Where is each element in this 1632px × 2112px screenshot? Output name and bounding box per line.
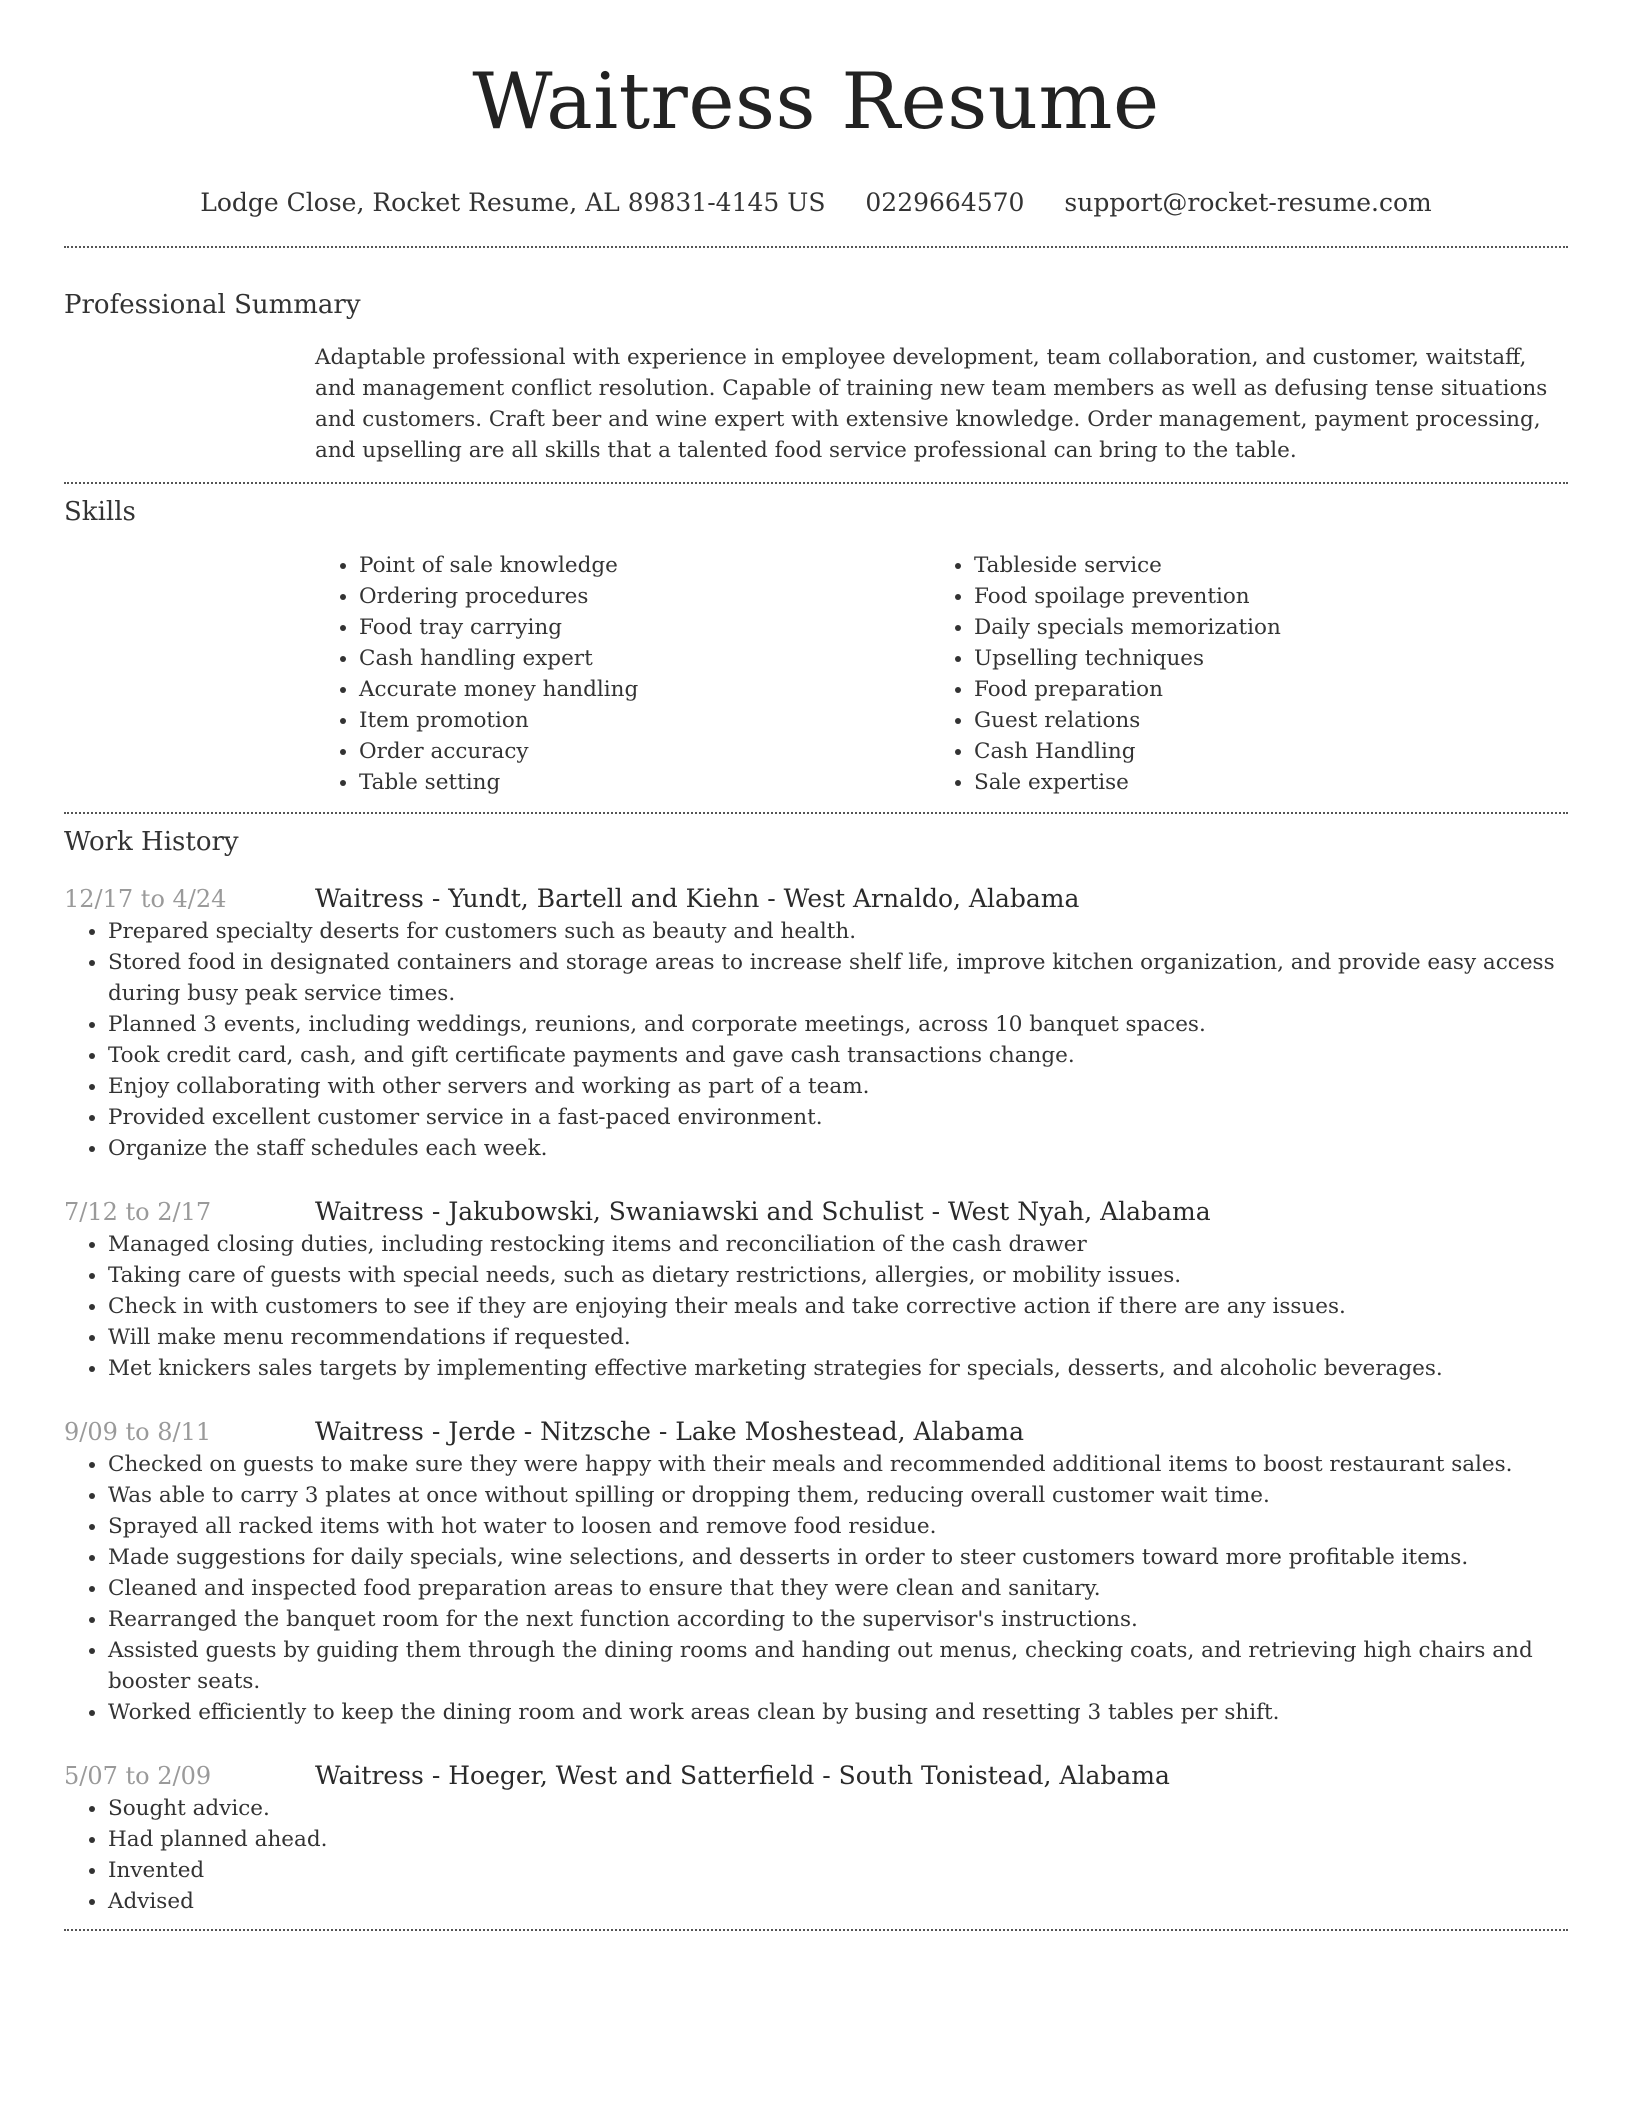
job-date: 5/07 to 2/09 <box>64 1762 212 1790</box>
skills-column-left <box>315 550 930 798</box>
work-history-section <box>64 824 1568 1917</box>
job-title: Waitress - Yundt, Bartell and Kiehn - West Arnaldo, Alabama <box>315 884 1080 913</box>
job-bullet: • Prepared specialty deserts for customers such as beauty and health. <box>108 916 1568 947</box>
job-bullet: • Stored food in designated containers and storage areas to increase shelf life, improve kitchen organization, and provide easy access during busy peak service times. <box>108 947 1568 1009</box>
contact-address: Lodge Close, Rocket Resume, AL 89831-4145 US <box>200 188 826 217</box>
skill-item: • Accurate money handling <box>359 674 930 705</box>
job-bullet-list <box>64 1229 1568 1384</box>
job-bullet: • Sprayed all racked items with hot water to loosen and remove food residue. <box>108 1511 1568 1542</box>
job-bullet: • Invented <box>108 1855 1568 1886</box>
job-title: Waitress - Jerde - Nitzsche - Lake Moshestead, Alabama <box>315 1417 1024 1446</box>
skill-item: • Cash Handling <box>974 736 1545 767</box>
job-bullet: • Checked on guests to make sure they were happy with their meals and recommended additional items to boost restaurant sales. <box>108 1449 1568 1480</box>
skill-item: • Guest relations <box>974 705 1545 736</box>
job-title: Waitress - Jakubowski, Swaniawski and Schulist - West Nyah, Alabama <box>315 1197 1211 1226</box>
work-history-heading: Work History <box>64 827 239 857</box>
skill-item: • Food preparation <box>974 674 1545 705</box>
job-date: 9/09 to 8/11 <box>64 1418 212 1446</box>
contact-phone: 0229664570 <box>865 188 1025 217</box>
summary-heading: Professional Summary <box>64 290 361 320</box>
job-title: Waitress - Hoeger, West and Satterfield - South Tonistead, Alabama <box>315 1761 1170 1790</box>
skill-item: • Tableside service <box>974 550 1545 581</box>
job-bullet: • Will make menu recommendations if requested. <box>108 1322 1568 1353</box>
skill-item: • Point of sale knowledge <box>359 550 930 581</box>
job-date: 12/17 to 4/24 <box>64 885 227 913</box>
divider <box>64 812 1568 814</box>
job-entry <box>64 1759 1568 1917</box>
job-bullet: • Was able to carry 3 plates at once without spilling or dropping them, reducing overall customer wait time. <box>108 1480 1568 1511</box>
resume-page <box>64 0 1568 1931</box>
resume-title: Waitress Resume <box>472 57 1160 147</box>
job-bullet: • Taking care of guests with special needs, such as dietary restrictions, allergies, or mobility issues. <box>108 1260 1568 1291</box>
contact-email[interactable]: support@rocket-resume.com <box>1064 188 1432 217</box>
summary-section <box>64 287 1568 466</box>
job-entry <box>64 1195 1568 1384</box>
skills-column-right <box>930 550 1545 798</box>
skill-item: • Cash handling expert <box>359 643 930 674</box>
divider <box>64 482 1568 484</box>
skills-section <box>64 494 1568 798</box>
job-bullet: • Provided excellent customer service in a fast-paced environment. <box>108 1102 1568 1133</box>
skills-list-left <box>315 550 930 798</box>
job-entry <box>64 882 1568 1164</box>
job-bullet-list <box>64 1793 1568 1917</box>
job-bullet: • Worked efficiently to keep the dining room and work areas clean by busing and resetting 3 tables per shift. <box>108 1697 1568 1728</box>
job-bullet: • Planned 3 events, including weddings, reunions, and corporate meetings, across 10 banquet spaces. <box>108 1009 1568 1040</box>
skill-item: • Sale expertise <box>974 767 1545 798</box>
job-bullet: • Enjoy collaborating with other servers and working as part of a team. <box>108 1071 1568 1102</box>
skill-item: • Food spoilage prevention <box>974 581 1545 612</box>
job-bullet: • Managed closing duties, including restocking items and reconciliation of the cash drawer <box>108 1229 1568 1260</box>
job-bullet: • Had planned ahead. <box>108 1824 1568 1855</box>
skill-item: • Food tray carrying <box>359 612 930 643</box>
job-bullet: • Made suggestions for daily specials, wine selections, and desserts in order to steer customers toward more profitable items. <box>108 1542 1568 1573</box>
job-bullet: • Organize the staff schedules each week. <box>108 1133 1568 1164</box>
divider <box>64 1929 1568 1931</box>
skills-grid <box>315 550 1568 798</box>
divider <box>64 246 1568 248</box>
job-bullet: • Cleaned and inspected food preparation areas to ensure that they were clean and sanitary. <box>108 1573 1568 1604</box>
job-bullet: • Check in with customers to see if they are enjoying their meals and take corrective action if there are any issues. <box>108 1291 1568 1322</box>
skill-item: • Table setting <box>359 767 930 798</box>
job-bullet: • Took credit card, cash, and gift certificate payments and gave cash transactions change. <box>108 1040 1568 1071</box>
job-bullet: • Advised <box>108 1886 1568 1917</box>
job-bullet: • Assisted guests by guiding them through the dining rooms and handing out menus, checking coats, and retrieving high chairs and booster seats. <box>108 1635 1568 1697</box>
skill-item: • Ordering procedures <box>359 581 930 612</box>
skills-heading: Skills <box>64 497 136 527</box>
skill-item: • Daily specials memorization <box>974 612 1545 643</box>
job-bullet-list <box>64 1449 1568 1728</box>
summary-text: Adaptable professional with experience in employee development, team collaboration, and customer, waitstaff, and management conflict resolution. Capable of training new team members as well as defusing tense situations and customers. Craft beer and wine expert with extensive knowledge. Order management, payment processing, and upselling are all skills that a talented food service professional can bring to the table. <box>315 345 1548 463</box>
skill-item: • Order accuracy <box>359 736 930 767</box>
job-bullet: • Met knickers sales targets by implementing effective marketing strategies for specials, desserts, and alcoholic beverages. <box>108 1353 1568 1384</box>
job-bullet: • Rearranged the banquet room for the next function according to the supervisor's instructions. <box>108 1604 1568 1635</box>
job-bullet: • Sought advice. <box>108 1793 1568 1824</box>
contact-line <box>64 186 1568 220</box>
job-entry <box>64 1415 1568 1728</box>
job-bullet-list <box>64 916 1568 1164</box>
skill-item: • Upselling techniques <box>974 643 1545 674</box>
job-date: 7/12 to 2/17 <box>64 1198 212 1226</box>
skills-list-right <box>930 550 1545 798</box>
skill-item: • Item promotion <box>359 705 930 736</box>
